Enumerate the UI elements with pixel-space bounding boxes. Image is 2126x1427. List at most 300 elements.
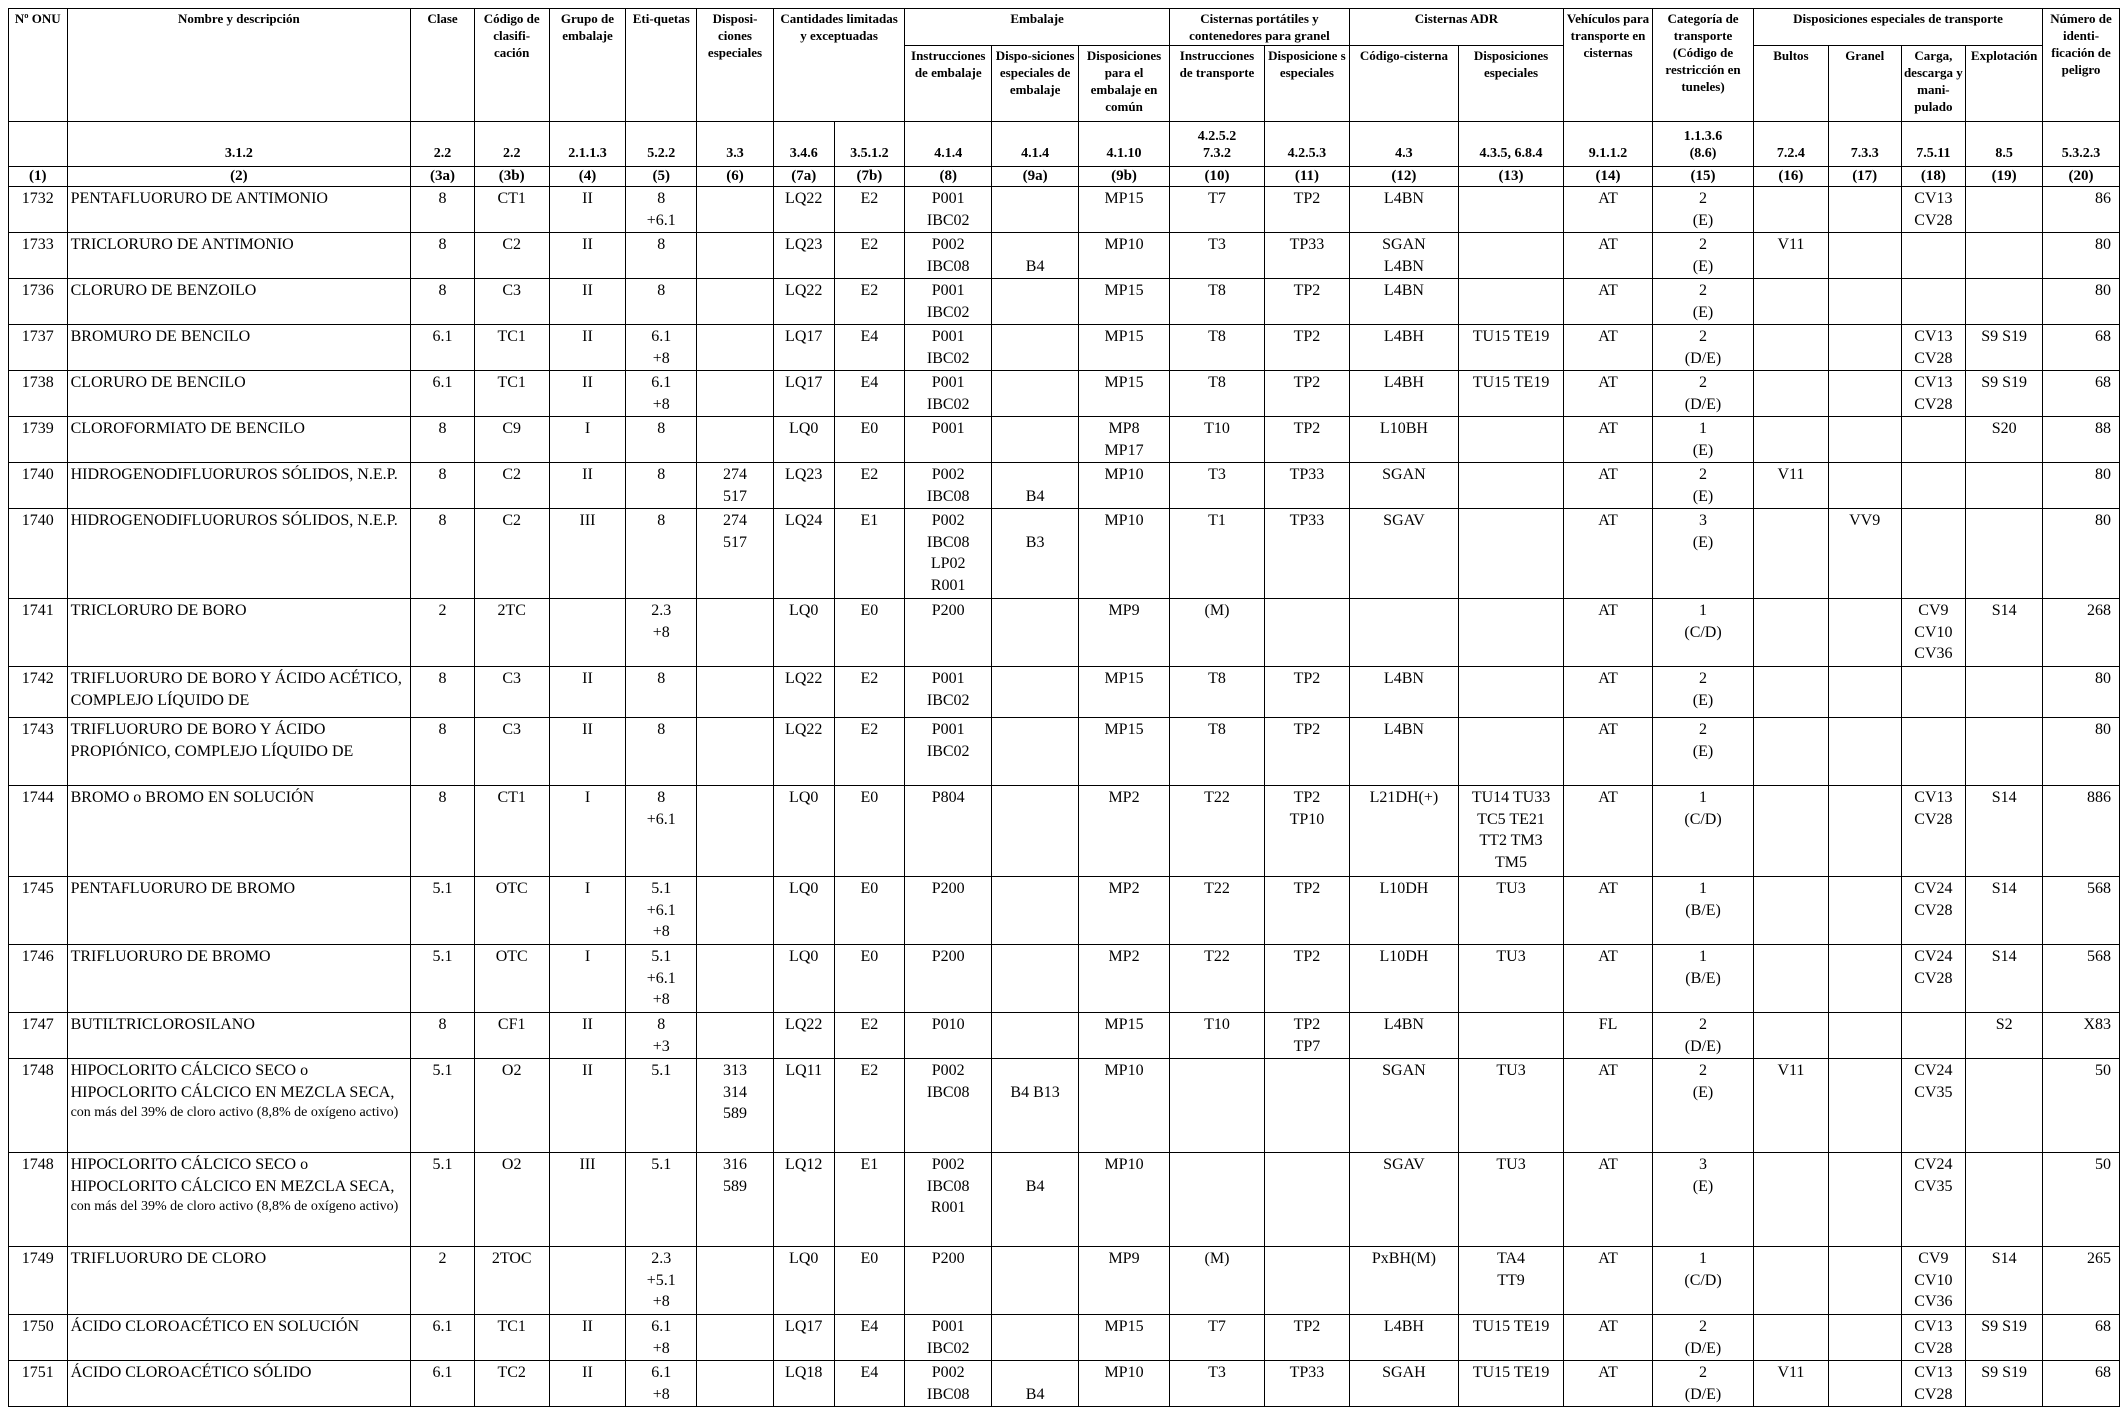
vehiculo-cell-text: FL: [1598, 1016, 1618, 1033]
bultos-cell-text: V11: [1777, 236, 1805, 253]
vehiculo-cell-text: AT: [1598, 1250, 1618, 1267]
header-disposiciones-transporte-group: Disposiciones especiales de transporte: [1754, 9, 2043, 46]
instrucciones-cell: [905, 417, 992, 463]
eq-cell-text: E2: [860, 670, 879, 687]
eq-cell: [834, 509, 905, 599]
codigo-cisterna-cell-text: L4BN: [1383, 1016, 1424, 1033]
codigo-cisterna-cell: [1349, 279, 1458, 325]
grupo-cell-text: II: [582, 466, 593, 483]
ca-disposiciones-cell: [1458, 1153, 1563, 1247]
cp-instrucciones-cell: [1169, 279, 1264, 325]
embalaje-comun-cell-text: MP15: [1104, 670, 1144, 687]
granel-cell: [1828, 786, 1901, 877]
carga-cell-text: CV24 CV35: [1914, 1156, 1953, 1195]
explotacion-cell-text: S9 S19: [1981, 1318, 2028, 1335]
vehiculo-cell: [1564, 417, 1653, 463]
ca-disposiciones-cell-text: TU3: [1496, 880, 1526, 897]
bultos-cell: [1754, 877, 1829, 945]
etiquetas-cell: [626, 279, 697, 325]
un-cell-text: 1749: [21, 1250, 54, 1267]
eq-cell-text: E0: [860, 602, 879, 619]
instrucciones-cell-text: P002 IBC08: [926, 236, 970, 275]
codigo-cisterna-cell-text: L4BN: [1383, 670, 1424, 687]
carga-cell-text: CV13 CV28: [1914, 328, 1953, 367]
un-cell: [9, 1153, 68, 1247]
etiquetas-cell-text: 6.1 +8: [651, 328, 672, 367]
header-disposiciones-especiales: Disposi-ciones especiales: [697, 9, 774, 122]
lq-cell-text: LQ22: [785, 670, 823, 687]
eq-cell: [834, 667, 905, 718]
instrucciones-cell: [905, 1315, 992, 1361]
column-number: (19): [1966, 167, 2043, 187]
grupo-cell: [549, 1247, 626, 1315]
disp-embalaje-cell: [992, 325, 1079, 371]
codigo-cell: [474, 371, 549, 417]
codigo-cell-text: C3: [502, 282, 522, 299]
vehiculo-cell-text: AT: [1598, 1318, 1618, 1335]
vehiculo-cell: [1564, 667, 1653, 718]
peligro-cell: [2043, 1361, 2120, 1407]
un-cell-text: 1737: [21, 328, 54, 345]
codigo-cisterna-cell-text: SGAV: [1383, 512, 1425, 529]
lq-cell-text: LQ22: [785, 721, 823, 738]
eq-cell-text: E2: [860, 1062, 879, 1079]
grupo-cell: [549, 786, 626, 877]
ref-cp-instr-1: 4.2.5.2: [1197, 129, 1237, 144]
codigo-cisterna-cell: [1349, 1315, 1458, 1361]
clase-cell: [411, 786, 475, 877]
un-cell: [9, 667, 68, 718]
lq-cell: [773, 718, 834, 786]
disposiciones-cell: [697, 233, 774, 279]
lq-cell: [773, 1153, 834, 1247]
etiquetas-cell-text: 6.1 +8: [651, 1318, 672, 1357]
vehiculo-cell: [1564, 233, 1653, 279]
cp-disposiciones-cell-text: TP33: [1289, 466, 1325, 483]
explotacion-cell-text: S20: [1991, 420, 2017, 437]
disposiciones-cell: [697, 599, 774, 667]
instrucciones-cell-text: P001 IBC02: [926, 374, 970, 413]
ca-disposiciones-cell: [1458, 233, 1563, 279]
header-numero-peligro: Número de identi-ficación de peligro: [2043, 9, 2120, 122]
codigo-cell: [474, 667, 549, 718]
column-number: (5): [626, 167, 697, 187]
ca-disposiciones-cell: [1458, 325, 1563, 371]
grupo-cell: [549, 1315, 626, 1361]
column-number: (11): [1264, 167, 1349, 187]
carga-cell: [1901, 1153, 1966, 1247]
ref-categoria-2: (8.6): [1689, 146, 1717, 161]
instrucciones-cell-text: P002 IBC08: [926, 466, 970, 505]
cp-instrucciones-cell-text: T8: [1208, 374, 1226, 391]
table-row: [9, 1059, 2120, 1153]
disp-embalaje-cell: [992, 233, 1079, 279]
ref-emb-comun: 4.1.10: [1079, 122, 1170, 167]
granel-cell: [1828, 945, 1901, 1013]
grupo-cell-text: II: [582, 328, 593, 345]
header-cantidades: Cantidades limitadas y exceptuadas: [773, 9, 904, 122]
table-row: [9, 877, 2120, 945]
disposiciones-cell: [697, 279, 774, 325]
ca-disposiciones-cell: [1458, 463, 1563, 509]
carga-cell-text: CV13 CV28: [1914, 190, 1953, 229]
table-row: [9, 945, 2120, 1013]
table-row: [9, 509, 2120, 599]
instrucciones-cell-text: P002 IBC08 LP02 R001: [926, 512, 970, 594]
substance-name: CLORURO DE BENZOILO: [70, 282, 257, 299]
cp-disposiciones-cell: [1264, 1153, 1349, 1247]
clase-cell-text: 2: [438, 1250, 447, 1267]
peligro-cell: [2043, 945, 2120, 1013]
carga-cell: [1901, 279, 1966, 325]
bultos-cell: [1754, 945, 1829, 1013]
ref-cantidades-b: 3.5.1.2: [834, 122, 905, 167]
categoria-cell: [1653, 786, 1754, 877]
embalaje-comun-cell: [1079, 1361, 1170, 1407]
un-cell: [9, 279, 68, 325]
categoria-cell-text: 2 (D/E): [1684, 1016, 1722, 1055]
categoria-cell: [1653, 877, 1754, 945]
codigo-cisterna-cell-text: L10BH: [1379, 420, 1428, 437]
codigo-cell-text: CT1: [497, 789, 526, 806]
un-cell: [9, 945, 68, 1013]
explotacion-cell: [1966, 233, 2043, 279]
cp-instrucciones-cell-text: T3: [1208, 236, 1226, 253]
etiquetas-cell: [626, 667, 697, 718]
clase-cell-text: 8: [438, 789, 447, 806]
substance-name: HIPOCLORITO CÁLCICO SECO o HIPOCLORITO CÁLCICO EN MEZCLA SECA,: [70, 1062, 395, 1101]
grupo-cell-text: II: [582, 670, 593, 687]
eq-cell-text: E4: [860, 328, 879, 345]
name-cell: [67, 325, 411, 371]
etiquetas-cell: [626, 187, 697, 233]
codigo-cell: [474, 417, 549, 463]
table-row: [9, 1247, 2120, 1315]
clase-cell-text: 8: [438, 466, 447, 483]
lq-cell: [773, 417, 834, 463]
bultos-cell: [1754, 1013, 1829, 1059]
grupo-cell: [549, 667, 626, 718]
embalaje-comun-cell: [1079, 417, 1170, 463]
column-number: (3b): [474, 167, 549, 187]
instrucciones-cell: [905, 1153, 992, 1247]
ref-disposiciones: 3.3: [697, 122, 774, 167]
vehiculo-cell: [1564, 371, 1653, 417]
clase-cell-text: 5.1: [432, 880, 453, 897]
categoria-cell: [1653, 509, 1754, 599]
instrucciones-cell: [905, 325, 992, 371]
codigo-cisterna-cell: [1349, 187, 1458, 233]
cp-instrucciones-cell-text: T8: [1208, 721, 1226, 738]
clase-cell: [411, 279, 475, 325]
carga-cell: [1901, 1013, 1966, 1059]
explotacion-cell: [1966, 1153, 2043, 1247]
codigo-cell-text: C3: [502, 721, 522, 738]
vehiculo-cell-text: AT: [1598, 880, 1618, 897]
carga-cell: [1901, 945, 1966, 1013]
column-number: (3a): [411, 167, 475, 187]
codigo-cisterna-cell-text: L10DH: [1379, 948, 1429, 965]
categoria-cell: [1653, 1153, 1754, 1247]
etiquetas-cell-text: 5.1: [651, 1062, 672, 1079]
eq-cell-text: E0: [860, 420, 879, 437]
name-cell: [67, 1361, 411, 1407]
header-carga-descarga: Carga, descarga y mani-pulado: [1901, 46, 1966, 122]
disposiciones-cell-text: 274 517: [723, 512, 747, 551]
instrucciones-cell: [905, 786, 992, 877]
substance-name: BROMURO DE BENCILO: [70, 328, 251, 345]
categoria-cell-text: 2 (E): [1692, 190, 1714, 229]
etiquetas-cell: [626, 1247, 697, 1315]
embalaje-comun-cell: [1079, 718, 1170, 786]
etiquetas-cell: [626, 325, 697, 371]
vehiculo-cell: [1564, 325, 1653, 371]
codigo-cisterna-cell: [1349, 509, 1458, 599]
codigo-cell: [474, 279, 549, 325]
vehiculo-cell: [1564, 1247, 1653, 1315]
un-cell-text: 1748: [21, 1062, 54, 1079]
carga-cell: [1901, 371, 1966, 417]
lq-cell-text: LQ0: [789, 602, 819, 619]
categoria-cell-text: 2 (E): [1692, 236, 1714, 275]
explotacion-cell: [1966, 1247, 2043, 1315]
un-cell: [9, 1059, 68, 1153]
substance-name: BROMO o BROMO EN SOLUCIÓN: [70, 789, 315, 806]
un-cell: [9, 786, 68, 877]
eq-cell-text: E1: [860, 1156, 879, 1173]
eq-cell-text: E0: [860, 1250, 879, 1267]
lq-cell-text: LQ12: [785, 1156, 823, 1173]
clase-cell-text: 5.1: [432, 1062, 453, 1079]
instrucciones-cell: [905, 667, 992, 718]
grupo-cell-text: I: [584, 880, 591, 897]
cp-instrucciones-cell-text: T8: [1208, 328, 1226, 345]
embalaje-comun-cell-text: MP8 MP17: [1104, 420, 1144, 459]
un-cell-text: 1745: [21, 880, 54, 897]
cp-instrucciones-cell: [1169, 509, 1264, 599]
embalaje-comun-cell: [1079, 667, 1170, 718]
peligro-cell: [2043, 371, 2120, 417]
clase-cell-text: 6.1: [432, 328, 453, 345]
ref-un: [9, 122, 68, 167]
disp-embalaje-cell: [992, 877, 1079, 945]
embalaje-comun-cell-text: MP15: [1104, 1318, 1144, 1335]
embalaje-comun-cell-text: MP15: [1104, 374, 1144, 391]
codigo-cell: [474, 1153, 549, 1247]
explotacion-cell: [1966, 667, 2043, 718]
granel-cell: [1828, 371, 1901, 417]
cp-instrucciones-cell: [1169, 1059, 1264, 1153]
carga-cell: [1901, 1361, 1966, 1407]
explotacion-cell: [1966, 1315, 2043, 1361]
embalaje-comun-cell-text: MP2: [1108, 880, 1140, 897]
vehiculo-cell: [1564, 1059, 1653, 1153]
clase-cell: [411, 325, 475, 371]
etiquetas-cell-text: 8: [657, 670, 666, 687]
vehiculo-cell: [1564, 877, 1653, 945]
column-number: (13): [1458, 167, 1563, 187]
clase-cell: [411, 1013, 475, 1059]
bultos-cell: [1754, 1315, 1829, 1361]
etiquetas-cell: [626, 371, 697, 417]
etiquetas-cell: [626, 233, 697, 279]
grupo-cell: [549, 1059, 626, 1153]
codigo-cisterna-cell: [1349, 417, 1458, 463]
instrucciones-cell-text: P001 IBC02: [926, 1318, 970, 1357]
categoria-cell: [1653, 417, 1754, 463]
lq-cell: [773, 1315, 834, 1361]
embalaje-comun-cell-text: MP10: [1104, 1156, 1144, 1173]
lq-cell: [773, 233, 834, 279]
clase-cell: [411, 1059, 475, 1153]
lq-cell-text: LQ23: [785, 466, 823, 483]
lq-cell-text: LQ0: [789, 789, 819, 806]
cp-disposiciones-cell-text: TP2: [1293, 1318, 1321, 1335]
embalaje-comun-cell-text: MP15: [1104, 721, 1144, 738]
ref-emb-disp: 4.1.4: [992, 122, 1079, 167]
carga-cell: [1901, 599, 1966, 667]
table-body: [9, 187, 2120, 1407]
ca-disposiciones-cell-text: TU3: [1496, 948, 1526, 965]
disposiciones-cell: [697, 417, 774, 463]
ca-disposiciones-cell: [1458, 1247, 1563, 1315]
lq-cell-text: LQ22: [785, 190, 823, 207]
codigo-cell: [474, 233, 549, 279]
explotacion-cell: [1966, 877, 2043, 945]
codigo-cisterna-cell: [1349, 1247, 1458, 1315]
embalaje-comun-cell: [1079, 1153, 1170, 1247]
codigo-cell-text: OTC: [495, 880, 528, 897]
peligro-cell-text: 886: [2087, 789, 2111, 806]
cp-instrucciones-cell: [1169, 187, 1264, 233]
cp-instrucciones-cell: [1169, 1153, 1264, 1247]
carga-cell-text: CV13 CV28: [1914, 1318, 1953, 1357]
cp-disposiciones-cell-text: TP2: [1293, 420, 1321, 437]
table-row: [9, 279, 2120, 325]
peligro-cell: [2043, 599, 2120, 667]
peligro-cell: [2043, 325, 2120, 371]
grupo-cell: [549, 1361, 626, 1407]
un-cell-text: 1738: [21, 374, 54, 391]
vehiculo-cell-text: AT: [1598, 1156, 1618, 1173]
cp-disposiciones-cell: [1264, 463, 1349, 509]
lq-cell: [773, 1247, 834, 1315]
cp-disposiciones-cell-text: TP2 TP7: [1293, 1016, 1321, 1055]
substance-name: TRIFLUORURO DE BORO Y ÁCIDO ACÉTICO, COMPLEJO LÍQUIDO DE: [70, 670, 402, 709]
categoria-cell: [1653, 945, 1754, 1013]
granel-cell: [1828, 509, 1901, 599]
ref-bultos: 7.2.4: [1754, 122, 1829, 167]
grupo-cell-text: II: [582, 1016, 593, 1033]
eq-cell-text: E2: [860, 236, 879, 253]
peligro-cell-text: 68: [2095, 1364, 2111, 1381]
granel-cell: [1828, 1013, 1901, 1059]
name-cell: [67, 371, 411, 417]
carga-cell-text: CV24 CV35: [1914, 1062, 1953, 1101]
header-etiquetas: Eti-quetas: [626, 9, 697, 122]
instrucciones-cell: [905, 279, 992, 325]
etiquetas-cell-text: 8: [657, 236, 666, 253]
carga-cell: [1901, 1315, 1966, 1361]
un-cell-text: 1733: [21, 236, 54, 253]
clase-cell-text: 2: [438, 602, 447, 619]
eq-cell-text: E0: [860, 948, 879, 965]
vehiculo-cell: [1564, 945, 1653, 1013]
un-cell-text: 1742: [21, 670, 54, 687]
codigo-cisterna-cell: [1349, 371, 1458, 417]
lq-cell: [773, 1361, 834, 1407]
instrucciones-cell: [905, 187, 992, 233]
etiquetas-cell: [626, 945, 697, 1013]
cp-instrucciones-cell: [1169, 325, 1264, 371]
disposiciones-cell: [697, 786, 774, 877]
instrucciones-cell-text: P010: [931, 1016, 965, 1033]
codigo-cisterna-cell-text: L4BH: [1383, 328, 1424, 345]
carga-cell: [1901, 1059, 1966, 1153]
peligro-cell-text: 80: [2095, 721, 2111, 738]
lq-cell-text: LQ0: [789, 880, 819, 897]
name-cell: [67, 1153, 411, 1247]
clase-cell: [411, 233, 475, 279]
granel-cell: [1828, 187, 1901, 233]
ref-categoria: [1653, 122, 1754, 167]
codigo-cisterna-cell: [1349, 1153, 1458, 1247]
un-cell-text: 1739: [21, 420, 54, 437]
clase-cell-text: 8: [438, 512, 447, 529]
explotacion-cell-text: S9 S19: [1981, 1364, 2028, 1381]
disposiciones-cell: [697, 463, 774, 509]
categoria-cell: [1653, 1315, 1754, 1361]
codigo-cisterna-cell: [1349, 1059, 1458, 1153]
un-cell: [9, 599, 68, 667]
substance-name: TRICLORURO DE BORO: [70, 602, 247, 619]
table-row: [9, 1153, 2120, 1247]
codigo-cell: [474, 1361, 549, 1407]
cp-disposiciones-cell-text: TP2: [1293, 721, 1321, 738]
etiquetas-cell: [626, 1315, 697, 1361]
codigo-cisterna-cell: [1349, 877, 1458, 945]
name-cell: [67, 509, 411, 599]
substance-name: PENTAFLUORURO DE BROMO: [70, 880, 296, 897]
peligro-cell-text: 80: [2095, 466, 2111, 483]
eq-cell-text: E2: [860, 190, 879, 207]
clase-cell: [411, 667, 475, 718]
grupo-cell: [549, 718, 626, 786]
embalaje-comun-cell: [1079, 371, 1170, 417]
substance-name: HIPOCLORITO CÁLCICO SECO o HIPOCLORITO CÁLCICO EN MEZCLA SECA,: [70, 1156, 395, 1195]
bultos-cell: [1754, 417, 1829, 463]
embalaje-comun-cell-text: MP15: [1104, 190, 1144, 207]
etiquetas-cell: [626, 417, 697, 463]
eq-cell: [834, 1247, 905, 1315]
etiquetas-cell-text: 5.1 +6.1 +8: [646, 880, 676, 940]
eq-cell-text: E2: [860, 466, 879, 483]
categoria-cell-text: 2 (E): [1692, 282, 1714, 321]
grupo-cell: [549, 233, 626, 279]
eq-cell-text: E4: [860, 1364, 879, 1381]
bultos-cell: [1754, 509, 1829, 599]
carga-cell: [1901, 187, 1966, 233]
table-row: [9, 667, 2120, 718]
etiquetas-cell: [626, 786, 697, 877]
etiquetas-cell: [626, 509, 697, 599]
cp-instrucciones-cell-text: T22: [1204, 880, 1230, 897]
column-number: (7a): [773, 167, 834, 187]
etiquetas-cell: [626, 1361, 697, 1407]
granel-cell: [1828, 718, 1901, 786]
vehiculo-cell-text: AT: [1598, 236, 1618, 253]
ref-granel: 7.3.3: [1828, 122, 1901, 167]
